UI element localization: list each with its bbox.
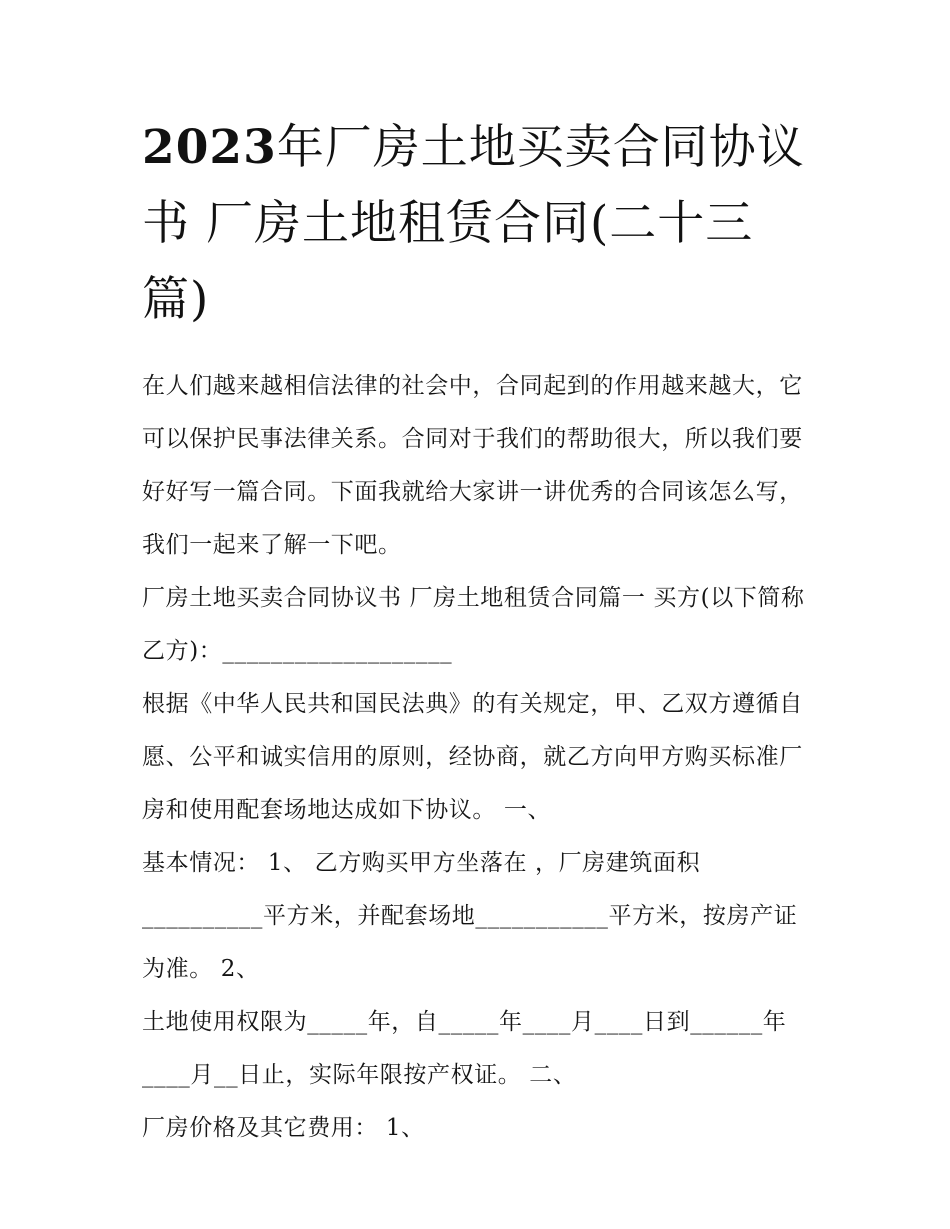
paragraph-legal-basis: 根据《中华人民共和国民法典》的有关规定，甲、乙双方遵循自愿、公平和诚实信用的原则，经协商，就乙方向甲方购买标准厂房和使用配套场地达成如下协议。 一、 xyxy=(142,691,803,823)
title-text: 年厂房土地买卖合同协议书 厂房土地租赁合同(二十三篇) xyxy=(142,120,805,327)
paragraph-price: 厂房价格及其它费用： 1、 xyxy=(142,1115,425,1141)
document-body xyxy=(142,360,820,1155)
title-year: 2023 xyxy=(142,120,277,175)
document-title xyxy=(142,110,820,338)
paragraph-buyer: 厂房土地买卖合同协议书 厂房土地租赁合同篇一 买方(以下简称乙方)：___________________ xyxy=(142,585,805,664)
paragraph-land-use-term: 土地使用权限为_____年，自_____年____月____日到______年____月__日止，实际年限按产权证。 二、 xyxy=(142,1009,787,1088)
paragraph-basic-info: 基本情况： 1、 乙方购买甲方坐落在 ，厂房建筑面积__________平方米，并配套场地___________平方米，按房产证为准。 2、 xyxy=(142,850,798,982)
paragraph-intro: 在人们越来越相信法律的社会中，合同起到的作用越来越大，它可以保护民事法律关系。合同对于我们的帮助很大，所以我们要好好写一篇合同。下面我就给大家讲一讲优秀的合同该怎么写，我们一起来了解一下吧。 xyxy=(142,373,803,558)
